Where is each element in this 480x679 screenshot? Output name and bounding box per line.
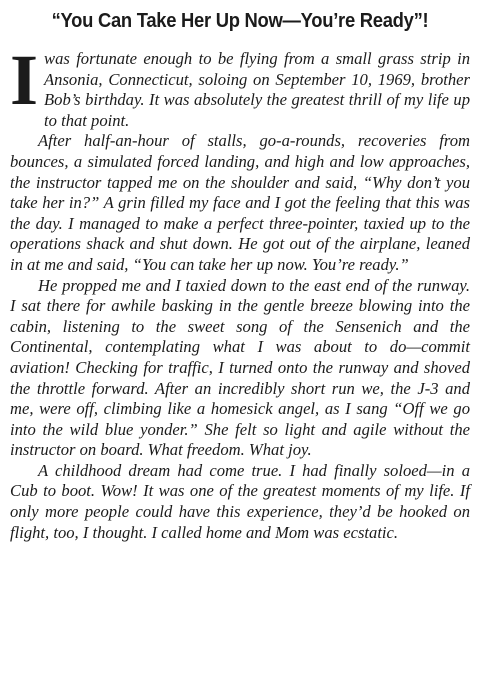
paragraph-2: After half-an-hour of stalls, go-a-rounds, recoveries from bounces, a simulated forced landing, and high and low approaches, the instructor tapped me on the shoulder and said, “Why don’t you take her in?” A grin filled my face and I got the feeling that this was the day. I managed to make a perfect three-pointer, taxied up to the operations shack and shut down. He got out of the airplane, leaned in at me and said, “You can take her up now. You’re ready.” [10,131,470,274]
paragraph-1 [10,40,470,131]
paragraph-4: A childhood dream had come true. I had finally soloed—in a Cub to boot. Wow! It was one of the greatest moments of my life. If only more people could have this experience, they’d be hooked on flight, too, I thought. I called home and Mom was ecstatic. [10,460,470,542]
drop-cap: I [10,40,39,120]
article-title: “You Can Take Her Up Now—You’re Ready”! [51,10,429,32]
article-body [10,40,470,543]
paragraph-1-text: was fortunate enough to be flying from a small grass strip in Ansonia, Connecticut, soloing on September 10, 1969, brother Bob’s birthday. It was absolutely the greatest thrill of my life up to that point. [44,49,470,130]
paragraph-3: He propped me and I taxied down to the east end of the runway. I sat there for awhile basking in the gentle breeze blowing into the cabin, listening to the sweet song of the Sensenich and the Continental, contemplating what I was about to do—commit aviation! Checking for traffic, I turned onto the runway and shoved the throttle forward. After an incredibly short run we, the J-3 and me, were off, climbing like a homesick angel, as I sang “Off we go into the wild blue yonder.” She felt so light and agile without the instructor on board. What freedom. What joy. [10,275,470,460]
